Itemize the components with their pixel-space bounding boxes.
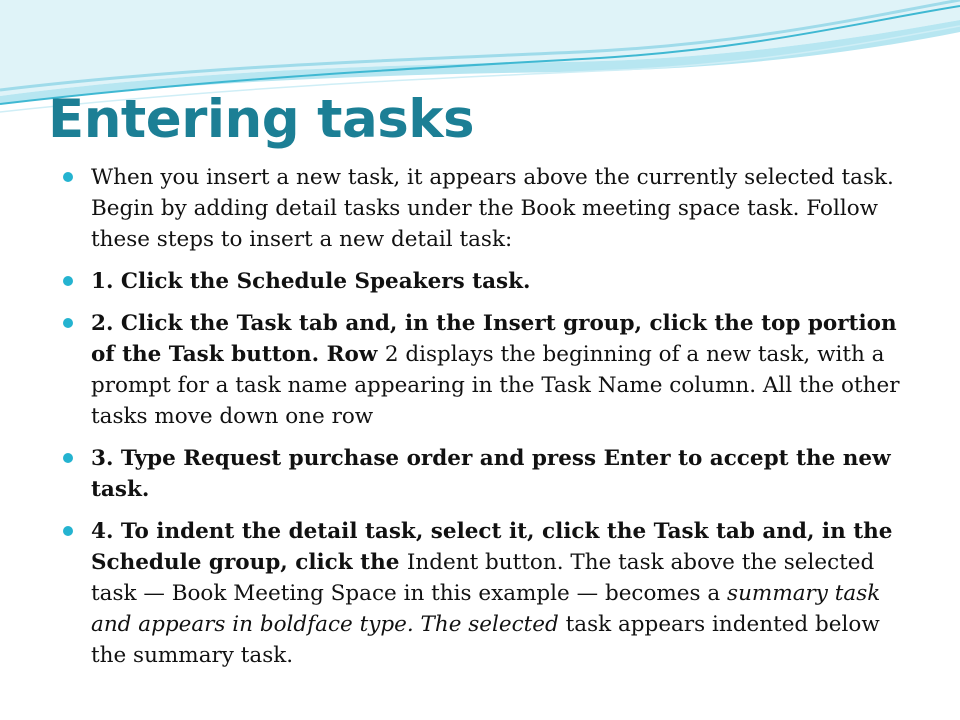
bullet-text: task appears indented below the summary task. (91, 612, 880, 668)
bullet-item (62, 443, 914, 505)
bullet-item (62, 162, 914, 255)
bullet-dot-icon (63, 526, 73, 536)
bullet-text: When you insert a new task, it appears above the currently selected task. Begin by adding detail tasks under the Book meeting space task. Follow these steps to insert a new detail task: (91, 165, 894, 252)
bullet-text: 2 displays the beginning of a new task, with a prompt for a task name appearing in the Task Name column. All the other tasks move down one row (91, 342, 900, 429)
slide-title: Entering tasks (48, 89, 475, 150)
bullet-text-italic: summary task and appears in boldface type. The selected (91, 581, 881, 637)
bullet-item (62, 266, 914, 297)
bullet-text: Indent button. The task above the selected task — Book Meeting Space in this example — becomes a (91, 550, 875, 606)
bullet-text: 3. Type Request purchase order and press Enter to accept the new task. (91, 446, 891, 502)
bullet-list (62, 162, 914, 682)
bullet-dot-icon (63, 453, 73, 463)
bullet-dot-icon (63, 276, 73, 286)
bullet-text: 1. Click the Schedule Speakers task. (91, 269, 531, 294)
bullet-dot-icon (63, 318, 73, 328)
bullet-item (62, 516, 914, 671)
bullet-text-bold: 2. Click the Task tab and, in the Insert group, click the top portion of the Task button. Row (91, 311, 897, 367)
bullet-item (62, 308, 914, 432)
bullet-text-bold: 4. To indent the detail task, select it, click the Task tab and, in the Schedule group, click the (91, 519, 893, 575)
bullet-dot-icon (63, 172, 73, 182)
